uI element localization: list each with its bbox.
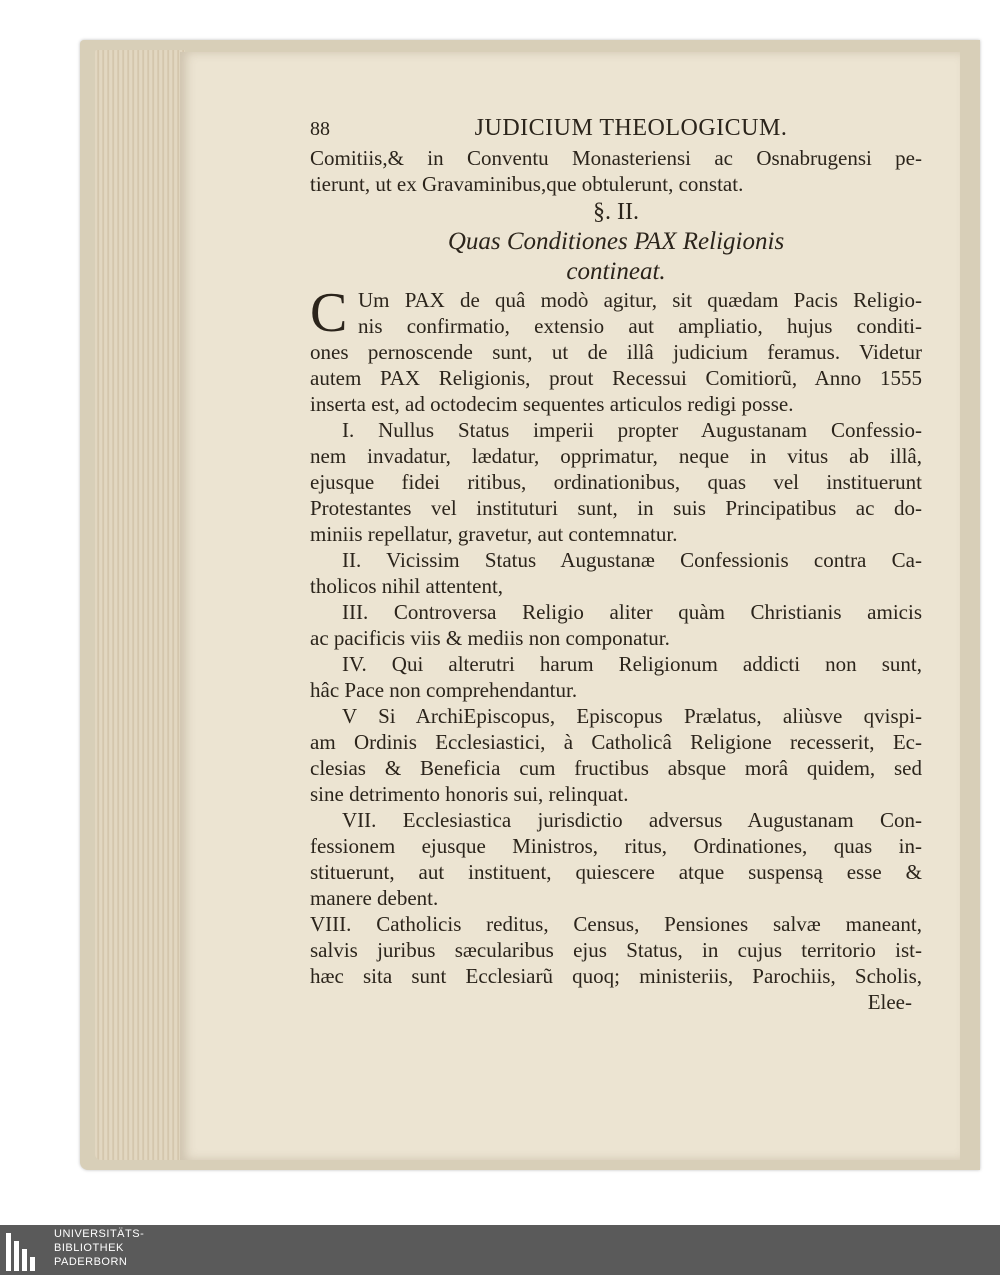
section-number: §. II. [593,199,639,225]
text-line: nis confirmatio, extensio aut ampliatio, hujus conditi- [358,314,922,338]
paragraph-opening [310,282,922,344]
article-line: stituerunt, aut instituent, quiescere atque suspensą esse & [310,860,922,884]
section-title-continued: contineat. [566,258,666,285]
running-head: JUDICIUM THEOLOGICUM. [474,115,788,141]
text-line: ones pernoscende sunt, ut de illâ judicium feramus. Videtur [310,340,922,364]
article-line: am Ordinis Ecclesiastici, à Catholicâ Religione recesserit, Ec- [310,730,922,754]
article-line: sine detrimento honoris sui, relinquat. [310,782,629,806]
text-line: Um PAX de quâ modò agitur, sit quædam Pacis Religio- [358,288,922,312]
article-line: II. Vicissim Status Augustanæ Confessionis contra Ca- [342,548,922,572]
article-line: clesias & Beneficia cum fructibus absque morâ quidem, sed [310,756,922,780]
page-header [310,115,922,145]
library-name-line: BIBLIOTHEK [54,1242,124,1254]
article-line: III. Controversa Religio aliter quàm Christianis amicis [342,600,922,624]
catchword: Elee- [867,990,912,1014]
article-line: tholicos nihil attentent, [310,574,504,598]
article-line: ac pacificis viis & mediis non componatur. [310,626,670,650]
article-line: VII. Ecclesiastica jurisdictio adversus Augustanam Con- [342,808,922,832]
text-line: inserta est, ad octodecim sequentes articulos redigi posse. [310,392,794,416]
article-line: I. Nullus Status imperii propter Augustanam Confessio- [342,418,922,442]
article-line: salvis juribus sæcularibus ejus Status, in cujus territorio ist- [310,938,922,962]
library-logo-icon [6,1229,48,1271]
article-line: Protestantes vel instituturi sunt, in suis Principatibus ac do- [310,496,922,520]
text-line: Comitiis,& in Conventu Monasteriensi ac Osnabrugensi pe- [310,146,922,170]
article-line: nem invadatur, lædatur, opprimatur, neque in vitus ab illâ, [310,444,922,468]
article-line: V Si ArchiEpiscopus, Episcopus Prælatus, aliùsve qvispi- [342,704,922,728]
library-footer [0,1225,1000,1275]
article-line: fessionem ejusque Ministros, ritus, Ordinationes, quas in- [310,834,922,858]
article-line: manere debent. [310,886,439,910]
page-text [310,115,922,1015]
section-title: Quas Conditiones PAX Religionis [447,228,785,255]
page-number: 88 [310,118,330,140]
article-line: hæc sita sunt Ecclesiarũ quoq; ministeriis, Parochiis, Scholis, [310,964,922,988]
drop-cap: C [310,282,348,344]
text-line: tierunt, ut ex Gravaminibus,que obtulerunt, constat. [310,172,744,196]
page-edges [95,50,185,1160]
library-name-line: PADERBORN [54,1256,128,1268]
article-line: hâc Pace non comprehendantur. [310,678,578,702]
library-name-line: UNIVERSITÄTS- [54,1228,145,1240]
library-name [54,1227,144,1269]
article-line: ejusque fidei ritibus, ordinationibus, quas vel instituerunt [310,470,922,494]
article-line: VIII. Catholicis reditus, Census, Pensiones salvæ maneant, [310,912,922,936]
article-line: miniis repellatur, gravetur, aut contemnatur. [310,522,678,546]
text-line: autem PAX Religionis, prout Recessui Comitiorũ, Anno 1555 [310,366,922,390]
article-line: IV. Qui alterutri harum Religionum addicti non sunt, [342,652,922,676]
